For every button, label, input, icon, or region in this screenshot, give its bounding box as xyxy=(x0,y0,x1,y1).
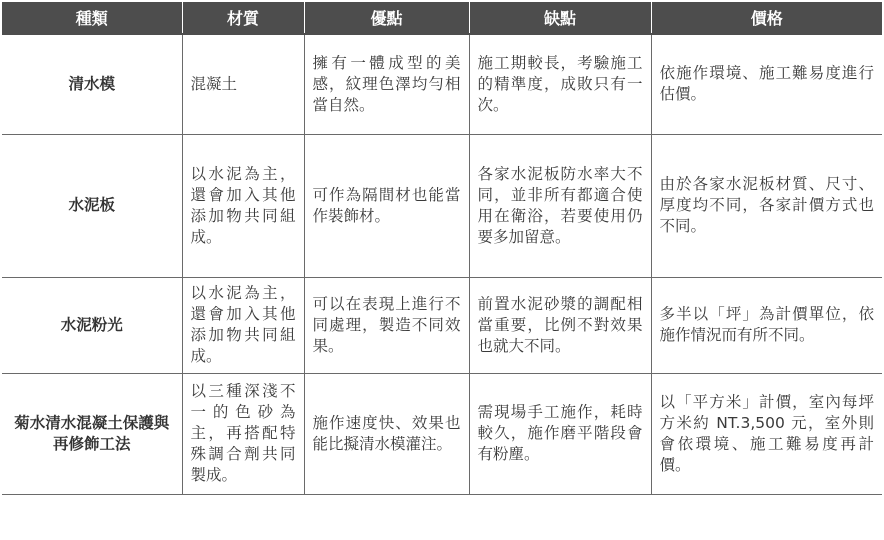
cell-price: 由於各家水泥板材質、尺寸、厚度均不同，各家計價方式也不同。 xyxy=(651,134,882,277)
comparison-table xyxy=(2,2,882,495)
cell-type: 水泥板 xyxy=(2,134,182,277)
cell-type: 清水模 xyxy=(2,34,182,134)
header-pros: 優點 xyxy=(304,2,469,34)
cell-material: 以三種深淺不一的色砂為主，再搭配特殊調合劑共同製成。 xyxy=(182,373,304,494)
cell-cons: 施工期較長，考驗施工的精準度，成敗只有一次。 xyxy=(469,34,651,134)
header-price: 價格 xyxy=(651,2,882,34)
header-cons: 缺點 xyxy=(469,2,651,34)
cell-pros: 可作為隔間材也能當作裝飾材。 xyxy=(304,134,469,277)
cell-material: 以水泥為主，還會加入其他添加物共同組成。 xyxy=(182,134,304,277)
cell-type: 水泥粉光 xyxy=(2,277,182,373)
header-material: 材質 xyxy=(182,2,304,34)
cell-cons: 各家水泥板防水率大不同，並非所有都適合使用在衛浴，若要使用仍要多加留意。 xyxy=(469,134,651,277)
table-row xyxy=(2,277,882,373)
cell-material: 混凝土 xyxy=(182,34,304,134)
cell-price: 多半以「坪」為計價單位，依施作情況而有所不同。 xyxy=(651,277,882,373)
cell-price: 以「平方米」計價，室內每坪方米約 NT.3,500 元，室外則會依環境、施工難易度再計價。 xyxy=(651,373,882,494)
cell-cons: 前置水泥砂漿的調配相當重要，比例不對效果也就大不同。 xyxy=(469,277,651,373)
table-row xyxy=(2,34,882,134)
cell-pros: 可以在表現上進行不同處理，製造不同效果。 xyxy=(304,277,469,373)
cell-type: 菊水清水混凝土保護與再修飾工法 xyxy=(2,373,182,494)
cell-price: 依施作環境、施工難易度進行估價。 xyxy=(651,34,882,134)
cell-pros: 擁有一體成型的美感，紋理色澤均勻相當自然。 xyxy=(304,34,469,134)
cell-material: 以水泥為主，還會加入其他添加物共同組成。 xyxy=(182,277,304,373)
header-type: 種類 xyxy=(2,2,182,34)
header-row xyxy=(2,2,882,34)
cell-pros: 施作速度快、效果也能比擬清水模灌注。 xyxy=(304,373,469,494)
table-row xyxy=(2,373,882,494)
cell-cons: 需現場手工施作，耗時較久，施作磨平階段會有粉塵。 xyxy=(469,373,651,494)
table-row xyxy=(2,134,882,277)
